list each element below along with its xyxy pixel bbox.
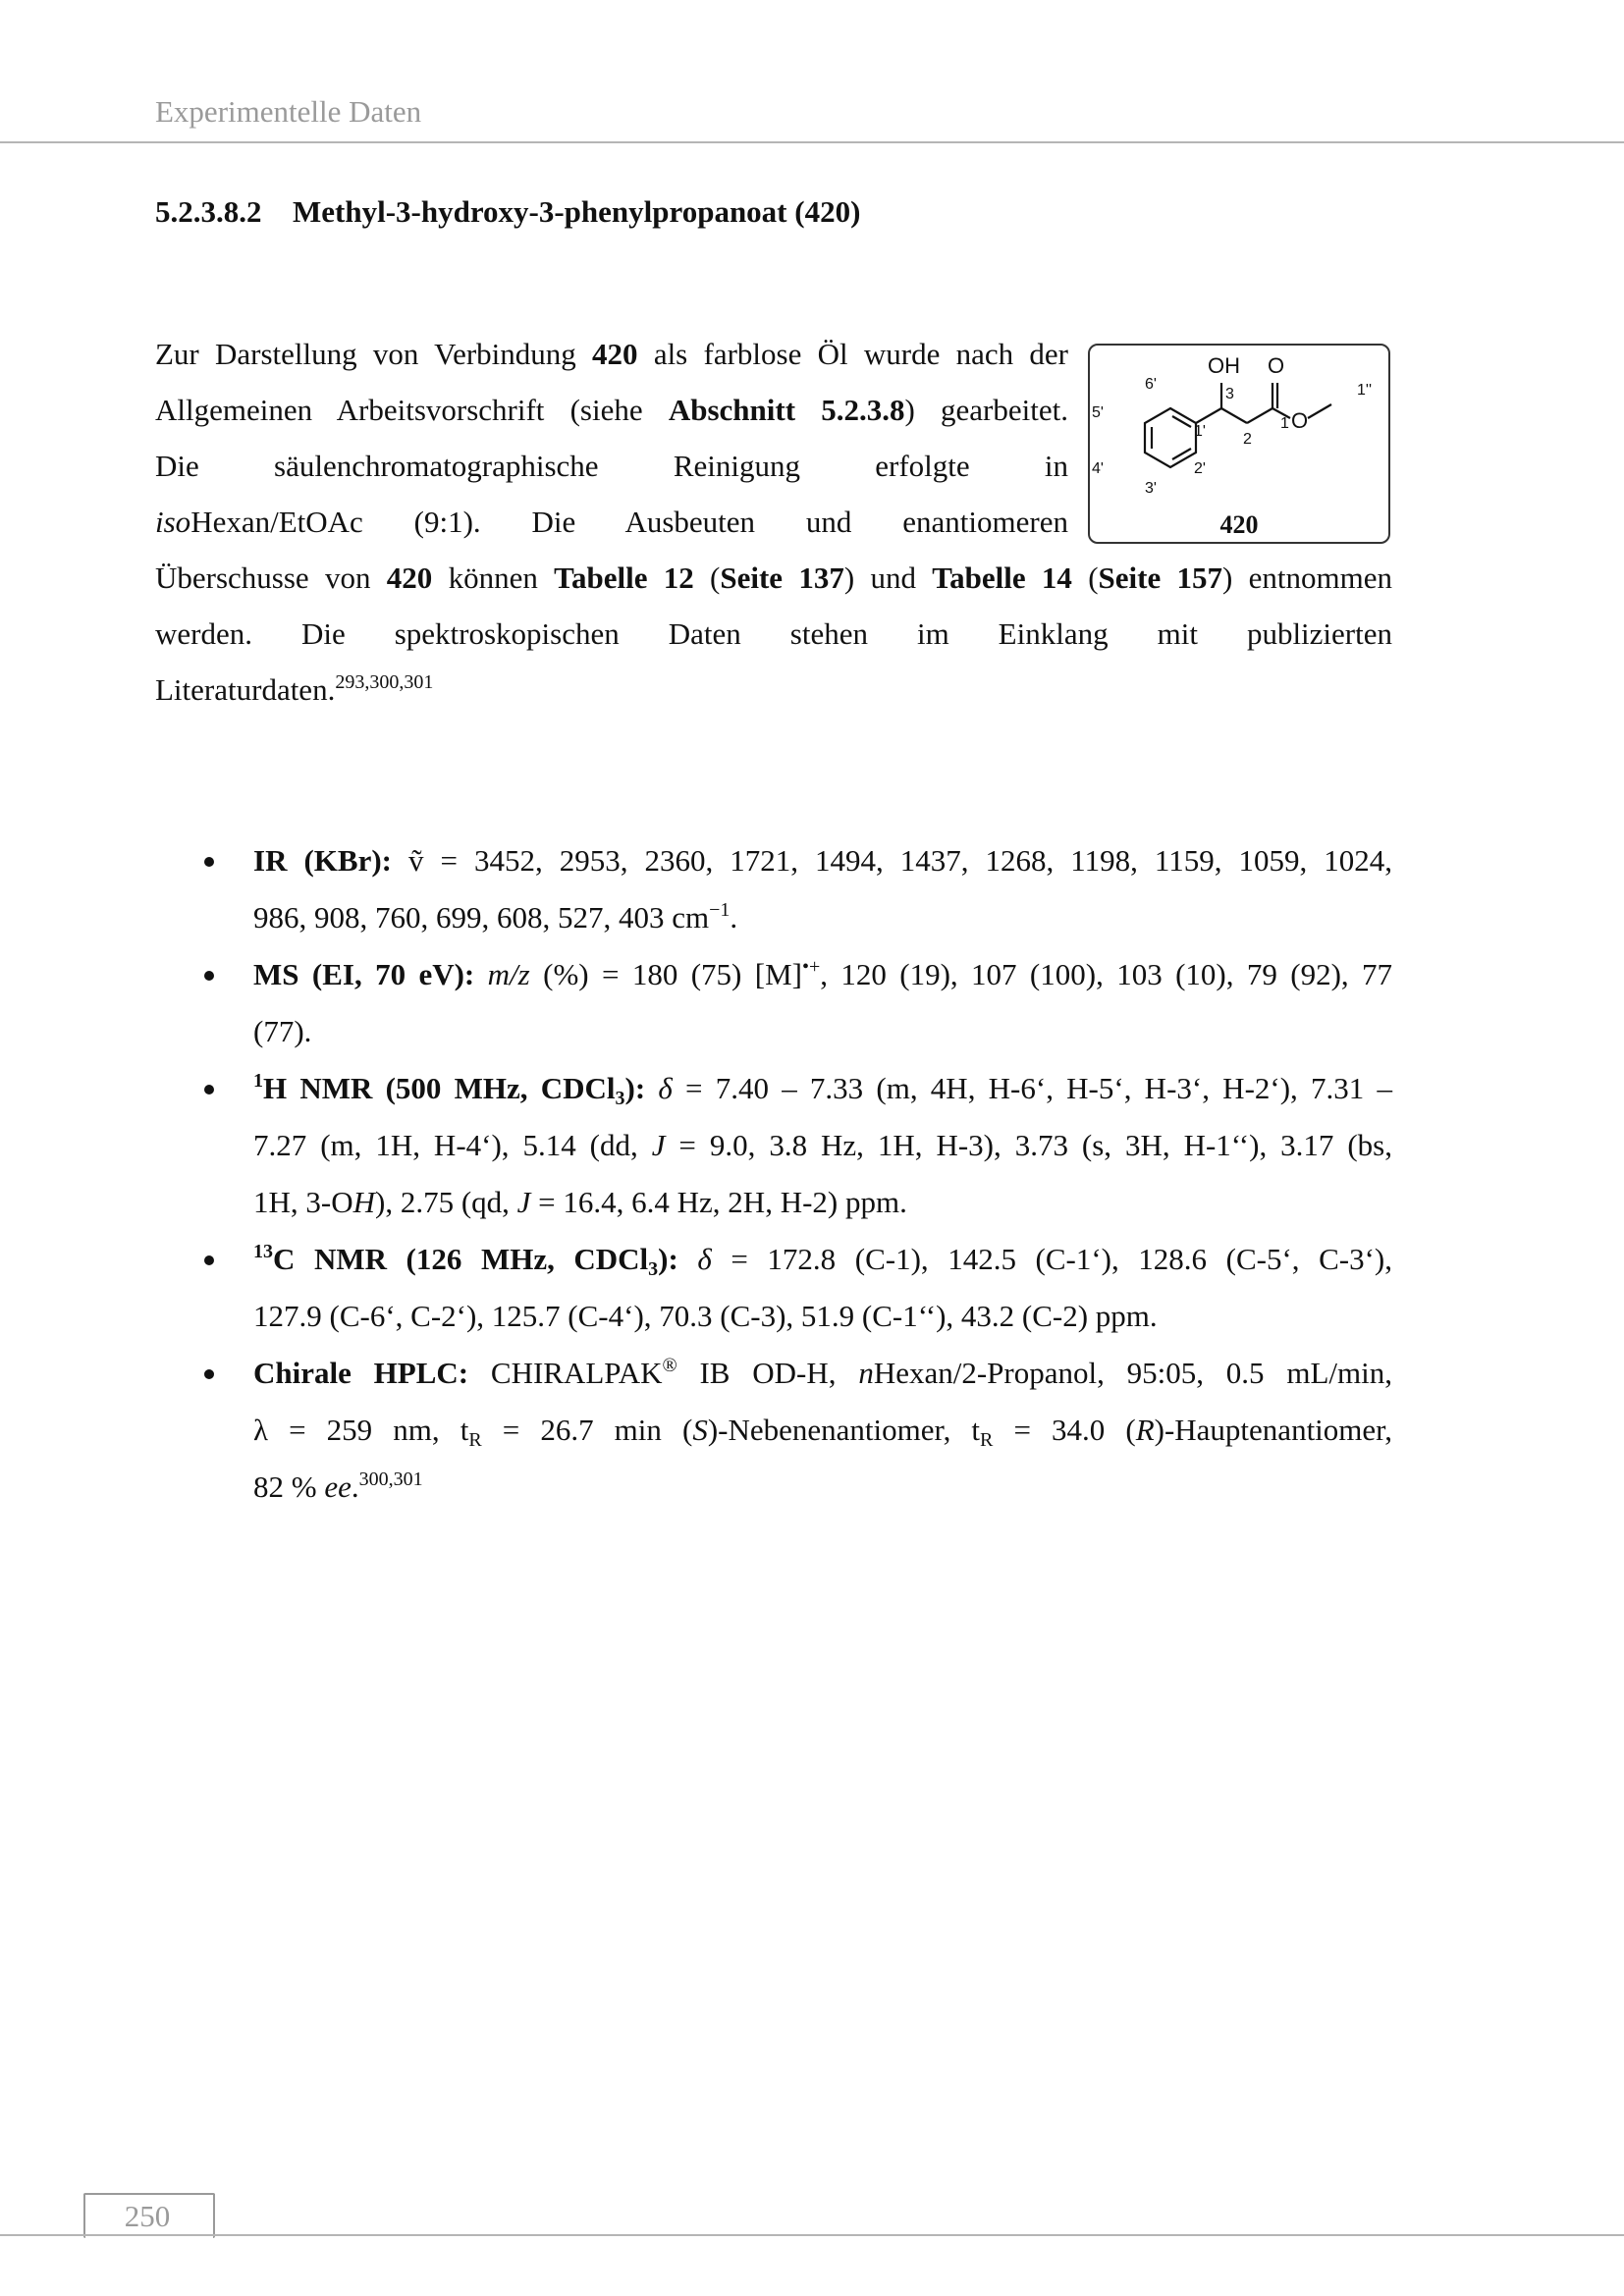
carbonyl-oxygen-label: O xyxy=(1268,353,1285,378)
bullet-icon xyxy=(204,1255,214,1265)
analytical-data-list xyxy=(155,832,1392,1516)
atom-label-c5p: 5' xyxy=(1092,404,1104,421)
ir-data-item: IR (KBr): ṽ = 3452, 2953, 2360, 1721, 1494, 1437, 1268, 1198, 1159, 1059, 1024, 986, 908, 760, 699, 608, 527, 403 $cm^{-1}$. xyxy=(155,832,1392,946)
literature-reference: 293,300,301 xyxy=(335,671,434,693)
section-heading xyxy=(155,194,860,230)
atom-label-c3: 3 xyxy=(1225,386,1234,402)
bullet-icon xyxy=(204,1369,214,1379)
molecule-structure xyxy=(1090,346,1388,542)
intro-line-6: werden. Die spektroskopischen Daten stehen im Einklang mit publizierten xyxy=(155,616,1392,651)
intro-line-1: Zur Darstellung von Verbindung 420 als farblose Öl wurde nach der xyxy=(155,337,1068,371)
hydroxy-label: OH xyxy=(1208,353,1240,378)
atom-label-c6p: 6' xyxy=(1145,376,1157,393)
literature-reference: 300,301 xyxy=(358,1468,423,1490)
intro-paragraph-bottom xyxy=(155,550,1392,718)
header-rule xyxy=(0,141,1624,143)
atom-label-c2p: 2' xyxy=(1194,460,1206,477)
intro-line-2: Allgemeinen Arbeitsvorschrift (siehe Abschnitt 5.2.3.8) gearbeitet. xyxy=(155,393,1068,427)
running-head: Experimentelle Daten xyxy=(155,94,422,129)
intro-line-7: Literaturdaten.$^{293,300,301}$ xyxy=(155,671,434,707)
footer-rule xyxy=(0,2234,1624,2236)
page-number: 250 xyxy=(124,2199,171,2233)
ms-data-item: MS (EI, 70 eV): m/z (%) = 180 (75) [M]•+, 120 (19), 107 (100), 103 (10), 79 (92), 77 (77). xyxy=(155,946,1392,1060)
bullet-icon xyxy=(204,1085,214,1095)
structure-figure xyxy=(1088,344,1390,544)
c-nmr-data-item: $^{13}$C NMR (126 MHz, CDCl$_3$): δ = 172.8 (C-1), 142.5 (C-1‘), 128.6 (C-5‘, C-3‘), 127.9 (C-6‘, C-2‘), 125.7 (C-4‘), 70.3 (C-3), 51.9 (C-1‘‘), 43.2 (C-2) ppm. xyxy=(155,1231,1392,1345)
atom-label-c1: 1 xyxy=(1280,415,1289,432)
atom-label-c3p: 3' xyxy=(1145,480,1157,497)
section-number: 5.2.3.8.2 xyxy=(155,194,262,229)
atom-label-c1p: 1' xyxy=(1194,423,1206,440)
h-nmr-data-item: $^1$H NMR (500 MHz, CDCl$_3$): δ = 7.40 – 7.33 (m, 4H, H-6‘, H-5‘, H-3‘, H-2‘), 7.31 – 7.27 (m, 1H, H-4‘), 5.14 (dd, J = 9.0, 3.8 Hz, 1H, H-3), 3.73 (s, 3H, H-1‘‘), 3.17 (bs, 1H, 3-OH), 2.75 (qd, J = 16.4, 6.4 Hz, 2H, H-2) ppm. xyxy=(155,1060,1392,1231)
intro-line-3: Die säulenchromatographische Reinigung erfolgte in xyxy=(155,449,1068,483)
intro-paragraph-top xyxy=(155,326,1068,550)
hplc-data-item: Chirale HPLC: CHIRALPAK® IB OD-H, nHexan/2-Propanol, 95:05, 0.5 mL/min, λ = 259 nm, $t_R = 26.7$ min (S)-Nebenenantiomer, $t_R = 34.0$ (R)-Hauptenantiomer, 82 % ee.$^{300,301}$ xyxy=(155,1345,1392,1516)
atom-label-c2: 2 xyxy=(1243,431,1252,448)
intro-line-5: Überschusse von 420 können Tabelle 12 (Seite 137) und Tabelle 14 (Seite 157) entnommen xyxy=(155,561,1393,595)
bullet-icon xyxy=(204,857,214,867)
atom-label-c4p: 4' xyxy=(1092,460,1104,477)
intro-line-4: isoHexan/EtOAc (9:1). Die Ausbeuten und enantiomeren xyxy=(155,505,1068,539)
compound-number: 420 xyxy=(1219,510,1259,539)
section-title: Methyl-3-hydroxy-3-phenylpropanoat (420) xyxy=(293,194,861,229)
atom-label-c1pp: 1'' xyxy=(1357,382,1373,399)
ester-oxygen-label: O xyxy=(1291,408,1309,433)
bullet-icon xyxy=(204,971,214,981)
